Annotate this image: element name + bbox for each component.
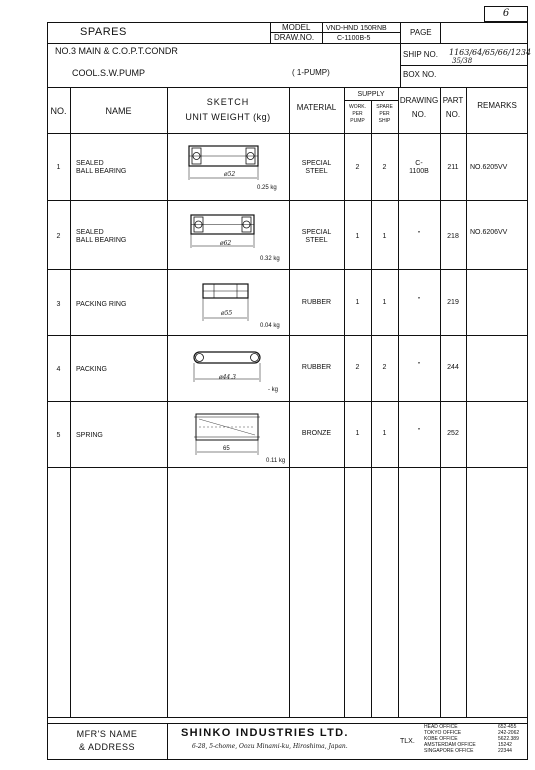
row-name-1: SEALED [76, 229, 104, 236]
row-material-1: RUBBER [301, 364, 332, 371]
row-spare: 2 [382, 364, 387, 371]
mfr-name-label: MFR'S NAME [76, 729, 138, 739]
page-number: 6 [502, 8, 510, 19]
row-sep-1 [47, 200, 528, 201]
col-work-1: WORK. [349, 104, 366, 110]
row-drawing-1: ” [417, 428, 421, 435]
row-part: 211 [447, 164, 459, 171]
col-line-no [70, 87, 71, 717]
col-part-2: NO. [445, 110, 461, 119]
ship-no-value-2: 35/38 [452, 57, 473, 65]
col-spare-2: PER [379, 111, 390, 117]
row-spare: 2 [382, 164, 387, 171]
row-weight: 0.11 kg [266, 458, 286, 464]
page-label: PAGE [410, 28, 432, 37]
col-line-name [167, 87, 168, 717]
header-v-model-left [270, 22, 271, 43]
form-title: SPARES [80, 26, 127, 38]
spring-sketch [193, 413, 265, 459]
row-material-1: BRONZE [301, 430, 332, 437]
office-tlx: 22344 [498, 748, 512, 754]
col-spare-1: SPARE [376, 104, 393, 110]
row-part: 252 [447, 430, 459, 437]
model-value: VND-HND 150RNB [326, 25, 387, 32]
subsystem-title: COOL.S.W.PUMP [72, 68, 146, 78]
col-spare-3: SHIP [378, 118, 391, 124]
row-name-1: SPRING [76, 432, 103, 439]
row-dimension: ø62 [220, 240, 232, 247]
col-work-3: PUMP [350, 118, 365, 124]
row-work: 1 [355, 430, 360, 437]
row-sep-5 [47, 467, 528, 468]
col-line-material [344, 87, 345, 717]
col-drawing-1: DRAWING [399, 96, 439, 105]
row-name-1: PACKING RING [76, 301, 127, 308]
row-spare: 1 [382, 299, 387, 306]
col-work-2: PER [352, 111, 363, 117]
col-no: NO. [50, 106, 67, 116]
ball-bearing-sketch [188, 144, 262, 186]
office-name: SINGAPORE OFFICE [424, 748, 474, 754]
subject-title: NO.3 MAIN & C.O.P.T.CONDR [55, 46, 178, 56]
header-line-1b [400, 43, 528, 44]
col-part-1: PART [442, 96, 464, 105]
model-label: MODEL [282, 23, 311, 32]
packing-ring-sketch [202, 283, 252, 323]
row-name-2: BALL BEARING [76, 237, 127, 244]
row-no: 5 [56, 432, 61, 439]
row-material-2: STEEL [305, 168, 328, 175]
office-tlx: 242-2062 [498, 730, 520, 736]
row-dimension: 65 [223, 446, 230, 452]
col-remarks: REMARKS [477, 101, 517, 110]
header-v-model-mid [322, 22, 323, 43]
header-line-ship [400, 65, 528, 66]
row-drawing-1: ” [417, 231, 421, 238]
col-name: NAME [105, 106, 132, 116]
row-dimension: ø52 [224, 171, 236, 178]
column-header-bottom [47, 133, 528, 134]
header-v-page-left [400, 22, 401, 87]
company-address: 6-28, 5-chome, Oozu Minami-ku, Hiroshima, Japan. [192, 743, 348, 750]
company-name: SHINKO INDUSTRIES LTD. [181, 727, 349, 739]
ball-bearing-sketch [190, 213, 264, 255]
col-line-part [466, 87, 467, 717]
row-work: 2 [355, 364, 360, 371]
row-material-1: SPECIAL [301, 229, 332, 236]
row-no: 4 [56, 366, 61, 373]
row-dimension: ø44.3 [219, 374, 236, 381]
col-line-work [371, 100, 372, 717]
col-line-spare [398, 87, 399, 717]
row-drawing-2: 1100B [409, 168, 429, 175]
row-weight: 0.32 kg [260, 256, 280, 262]
office-tlx: 5622.389 [498, 736, 519, 742]
header-v-page-right [440, 22, 441, 43]
office-tlx: 652-455 [498, 724, 517, 730]
row-weight: - kg [268, 387, 279, 393]
header-line-1 [47, 43, 400, 44]
ship-no-label: SHIP NO. [403, 50, 438, 59]
row-remarks: NO.6206VV [470, 229, 508, 236]
quantity-note: ( 1-PUMP) [292, 68, 330, 77]
row-weight: 0.04 kg [260, 323, 280, 329]
row-spare: 1 [382, 233, 387, 240]
row-sep-3 [47, 335, 528, 336]
row-part: 219 [447, 299, 459, 306]
office-name: KOBE OFFICE [424, 736, 458, 742]
row-remarks: NO.6205VV [470, 164, 508, 171]
row-part: 244 [447, 364, 459, 371]
row-material-1: RUBBER [301, 299, 332, 306]
row-work: 2 [355, 164, 360, 171]
row-sep-4 [47, 401, 528, 402]
col-unit-weight: UNIT WEIGHT (kg) [185, 112, 271, 122]
row-part: 218 [447, 233, 459, 240]
col-supply: SUPPLY [357, 91, 385, 98]
row-drawing-1: ” [417, 362, 421, 369]
col-material: MATERIAL [296, 103, 337, 112]
office-name: TOKYO OFFICE [424, 730, 462, 736]
col-line-drawing [440, 87, 441, 717]
row-name-1: SEALED [76, 160, 104, 167]
row-work: 1 [355, 233, 360, 240]
footer-divider [167, 723, 168, 760]
row-spare: 1 [382, 430, 387, 437]
office-name: HEAD OFFICE [424, 724, 458, 730]
row-no: 1 [56, 164, 61, 171]
row-drawing-1: ” [417, 297, 421, 304]
row-no: 3 [56, 301, 61, 308]
row-name-1: PACKING [76, 366, 107, 373]
row-drawing-1: C- [415, 160, 423, 167]
row-work: 1 [355, 299, 360, 306]
row-sep-2 [47, 269, 528, 270]
col-drawing-2: NO. [411, 110, 427, 119]
draw-no-label: DRAW.NO. [274, 33, 315, 42]
row-material-1: SPECIAL [301, 160, 332, 167]
row-material-2: STEEL [305, 237, 328, 244]
footer-top-line [47, 717, 528, 718]
ship-no-value: 1163/64/65/66/1234 [449, 48, 532, 57]
header-line-2 [47, 87, 528, 88]
office-tlx: 15242 [498, 742, 512, 748]
row-no: 2 [56, 233, 61, 240]
col-sketch: SKETCH [206, 97, 250, 107]
tlx-label: TLX. [400, 738, 415, 745]
col-line-sketch [289, 87, 290, 717]
row-name-2: BALL BEARING [76, 168, 127, 175]
row-weight: 0.25 kg [257, 185, 277, 191]
draw-no-value: C-1100B-5 [337, 35, 371, 42]
box-no-label: BOX NO. [403, 70, 437, 79]
office-name: AMSTERDAM OFFICE [424, 742, 476, 748]
mfr-address-label: & ADDRESS [78, 742, 136, 752]
row-dimension: ø55 [221, 310, 233, 317]
